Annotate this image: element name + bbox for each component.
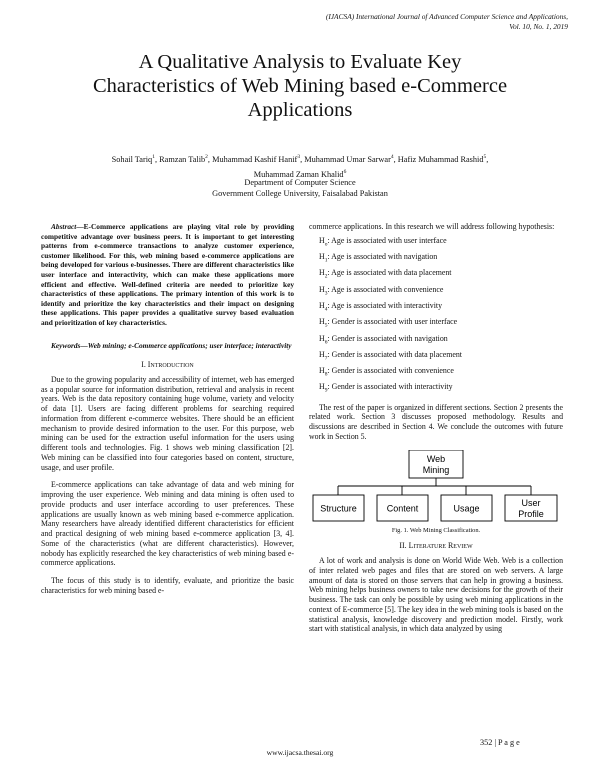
classification-diagram [309,450,563,522]
hypothesis-item: $H_9$: Gender is associated with interactivity [319,382,453,394]
author: Sohail Tariq$^1$ [111,154,155,164]
svg-text:Profile: Profile [518,508,544,519]
paper-title [40,50,560,122]
figure-web-mining-classification [309,450,563,522]
author: Ramzan Talib$^2$ [159,154,208,164]
child-node-structure: Structure [320,503,357,514]
paragraph: Due to the growing popularity and accessibility of internet, web has emerged as a popular source for information distribution, retrieval and analysis in recent years. Web is the data repository containing huge volume, variety and velocity of data [1]. Users are facing different problems for searching required information from different e-commerce websites. There should be an efficient mechanism to provide desired information to the user. For this purpose, web mining can be used for the extraction useful information for the users using different tools and technologies. Fig. 1 shows web mining classification [2]. Web mining can be classified into four categories based on content, structure, usage, and user profile. [41,374,294,472]
hypothesis-item: $H_3$: Age is associated with convenience [319,284,444,297]
author: Hafiz Muhammad Rashid$^5$ [397,154,487,164]
svg-text:Mining: Mining [422,464,450,475]
department: Department of Computer Science [244,178,356,187]
hypothesis-item: $H_5$: Gender is associated with user interface [319,317,458,329]
child-node-content: Content [386,503,419,514]
author: Muhammad Zaman Khalid$^6$ [253,168,347,179]
affiliation [40,177,560,199]
journal-name: (IJACSA) International Journal of Advanced Computer Science and Applications, [325,12,568,21]
child-node-user-profile: User [521,497,541,508]
author: Muhammad Umar Sarwar$^4$ [304,154,394,164]
figure-caption: Fig. 1. Web Mining Classification. [391,526,481,534]
journal-url[interactable]: www.ijacsa.thesai.org [266,748,334,757]
keywords: Keywords—Web mining; e-Commerce applications; user interface; interactivity [51,340,292,350]
paragraph: commerce applications. In this research we will address following hypothesis: [309,222,555,231]
title-line-2: Characteristics of Web Mining based e-Commerce [92,75,508,97]
abstract [41,222,294,328]
hypothesis-item: $H_4$: Age is associated with interactivity [319,300,443,313]
hypothesis-item: $H_2$: Age is associated with data placement [319,268,452,280]
hypothesis-item: $H_o$: Age is associated with user interface [319,235,447,248]
hypothesis-item: $H_8$: Gender is associated with convenience [319,366,454,378]
right-column [309,222,563,634]
hypothesis-item: $H_7$: Gender is associated with data placement [319,349,462,362]
title-line-1: A Qualitative Analysis to Evaluate Key [138,51,462,73]
root-node-label: Web [426,453,446,464]
paragraph: A lot of work and analysis is done on World Wide Web. Web is a collection of inter related web pages and files that are stored on web servers. A large amount of data is stored on those servers that can help in growing a business. Web mining helps business owners to take new decisions for the growth of their business. The task can only be possible by using web mining applications in the context of E-commerce [5]. The key idea in the web mining tools is based on the statistical analysis, knowledge discovery and prediction model. Firstly, work start with statistical analysis, in which data analyzed by using [309,556,563,634]
paragraph: The focus of this study is to identify, evaluate, and prioritize the basic characteristics for web mining based e- [41,576,294,595]
child-node-usage: Usage [453,503,480,514]
author: Muhammad Kashif Hanif$^3$ [212,154,301,164]
abstract-lead: Abstract [51,222,77,231]
hypothesis-list [319,236,563,399]
abstract-text: —E-Commerce applications are playing vital role by providing competitive advantage over business peers. It is important to get interesting patterns from e-commerce transactions to analyze customer experience, customer likelihood. For this, web mining based e-commerce applications are being developed for various e-businesses. There are different characteristics like user interface and interactivity, which can make these applications more efficient and effective. Well-defined criteria are needed to prioritize key characteristics of these applications. The primary intention of this work is to identify and prioritize the key characteristics and their impact on designing these applications. This paper provides a qualitative survey based evaluation and prioritization of key characteristics. [41,222,294,327]
section-heading-introduction: I. Introduction [141,360,194,370]
journal-volume: Vol. 10, No. 1, 2019 [509,21,568,31]
author-list: Sohail Tariq$^1$, Ramzan Talib$^2$, Muhammad Kashif Hanif$^3$, Muhammad Umar Sarwar$^4$, Hafiz Muhammad Rashid$^5$, Muhammad Zaman Khalid$^6$ [111,154,489,179]
section-heading-literature-review: II. Literature Review [399,541,473,551]
university: Government College University, Faisalabad Pakistan [212,189,388,198]
hypothesis-item: $H_6$: Gender is associated with navigation [319,333,448,346]
title-line-3: Applications [247,99,353,121]
left-column [41,222,294,596]
paragraph: E-commerce applications can take advantage of data and web mining for improving the user experience. Web mining and data mining is often used to provide products and user interface according to user preferences. These applications are usually known as web mining based e-commerce application. Many researchers have already identified different characteristics for efficient and practical designing of web mining based e-commerce application [3, 4]. Some of the characteristics (what are different characteristics). However, nobody has explicitly researched the key characteristics of web mining based e-commerce applications. [41,480,294,568]
paragraph: The rest of the paper is organized in different sections. Section 2 presents the related work. Section 3 discusses proposed methodology. Results and discussions are described in Section 4. We conclude the outcomes with future work in Section 5. [309,402,563,441]
journal-header [168,12,568,31]
hypothesis-item: $H_1$: Age is associated with navigation [319,252,438,264]
page-number: 352 | P a g e [480,738,520,747]
